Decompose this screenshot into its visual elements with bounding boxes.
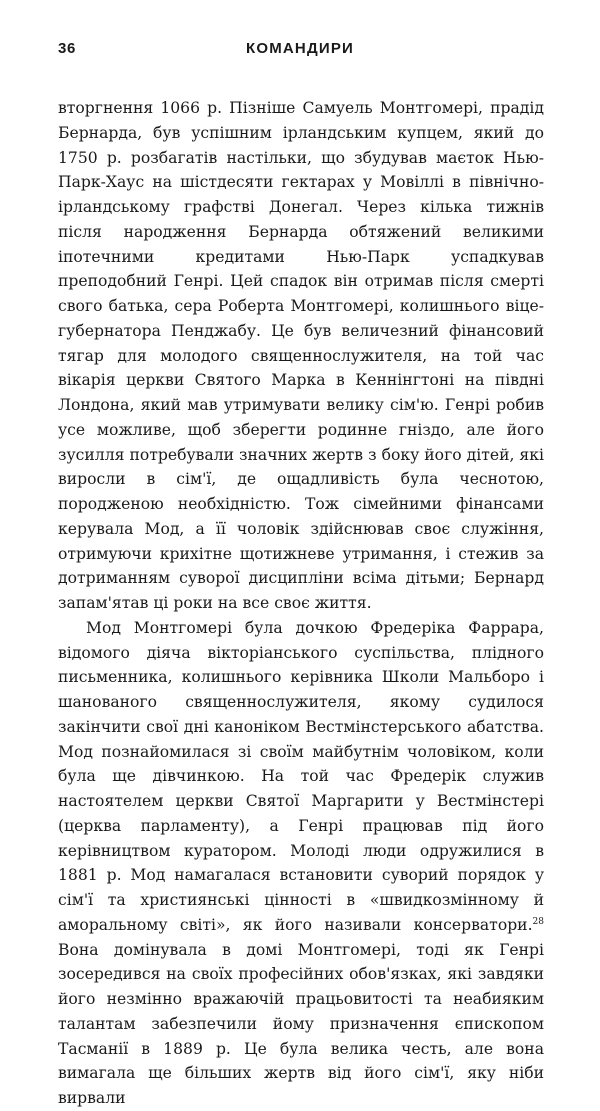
paragraph-2 [58, 616, 544, 1111]
paragraph-2-continuation: Вона домінувала в домі Монтгомері, тоді як Генрі зосередився на своїх професійних обов'язках, які завдяки його незмінно вражаючій працьовитості та неабияким талантам забезпечили йому призначення єпископом Тасманії в 1889 р. Це була велика честь, але вона вимагала ще більших жертв від його сім'ї, яку ніби вирвали [58, 940, 544, 1107]
footnote-reference: 28 [532, 916, 544, 927]
running-head [58, 40, 542, 62]
paragraph-1-text: вторгнення 1066 р. Пізніше Самуель Монтгомері, прадід Бернарда, був успішним ірландським купцем, який до 1750 р. розбагатів настільки, що збудував маєток Нью-Парк-Хаус на шістдесяти гектарах у Мовіллі в північно-ірландському графстві Донегал. Через кілька тижнів після народження Бернарда обтяжений великими іпотечними кредитами Нью-Парк успадкував преподобний Генрі. Цей спадок він отримав після смерті свого батька, сера Роберта Монтгомері, колишнього віце-губернатора Пенджабу. Це був величезний фінансовий тягар для молодого священнослужителя, на той час вікарія церкви Святого Марка в Кеннінгтоні на півдні Лондона, який мав утримувати велику сім'ю. Генрі робив усе можливе, щоб зберегти родинне гніздо, але його зусилля потребували значних жертв з боку його дітей, які виросли в сім'ї, де ощадливість була чеснотою, породженою необхідністю. Тож сімейними фінансами керувала Мод, а її чоловік здійснював своє служіння, отримуючи крихітне щотижневе утримання, і стежив за дотриманням суворої дисципліни всіма дітьми; Бернард запам'ятав ці роки на все своє життя. [58, 99, 544, 612]
paragraph-1 [58, 96, 544, 616]
paragraph-2-text: Мод Монтгомері була дочкою Фредеріка Фаррара, відомого діяча вікторіанського суспільства, плідного письменника, колишнього керівника Школи Мальборо і шанованого священнослужителя, якому судилося закінчити свої дні каноніком Вестмінстерського абатства. Мод познайомилася зі своїм майбутнім чоловіком, коли була ще дівчинкою. На той час Фредерік служив настоятелем церкви Святої Маргарити у Вестмінстері (церква парламенту), а Генрі працював під його керівництвом куратором. Молоді люди одружилися в 1881 р. Мод намагалася встановити суворий порядок у сім'ї та християнські цінності в «швидкозмінному й аморальному світі», як його називали консерватори. [58, 618, 544, 934]
running-title: КОМАНДИРИ [245, 40, 355, 57]
page-number: 36 [58, 40, 76, 57]
body-text [58, 96, 544, 1111]
